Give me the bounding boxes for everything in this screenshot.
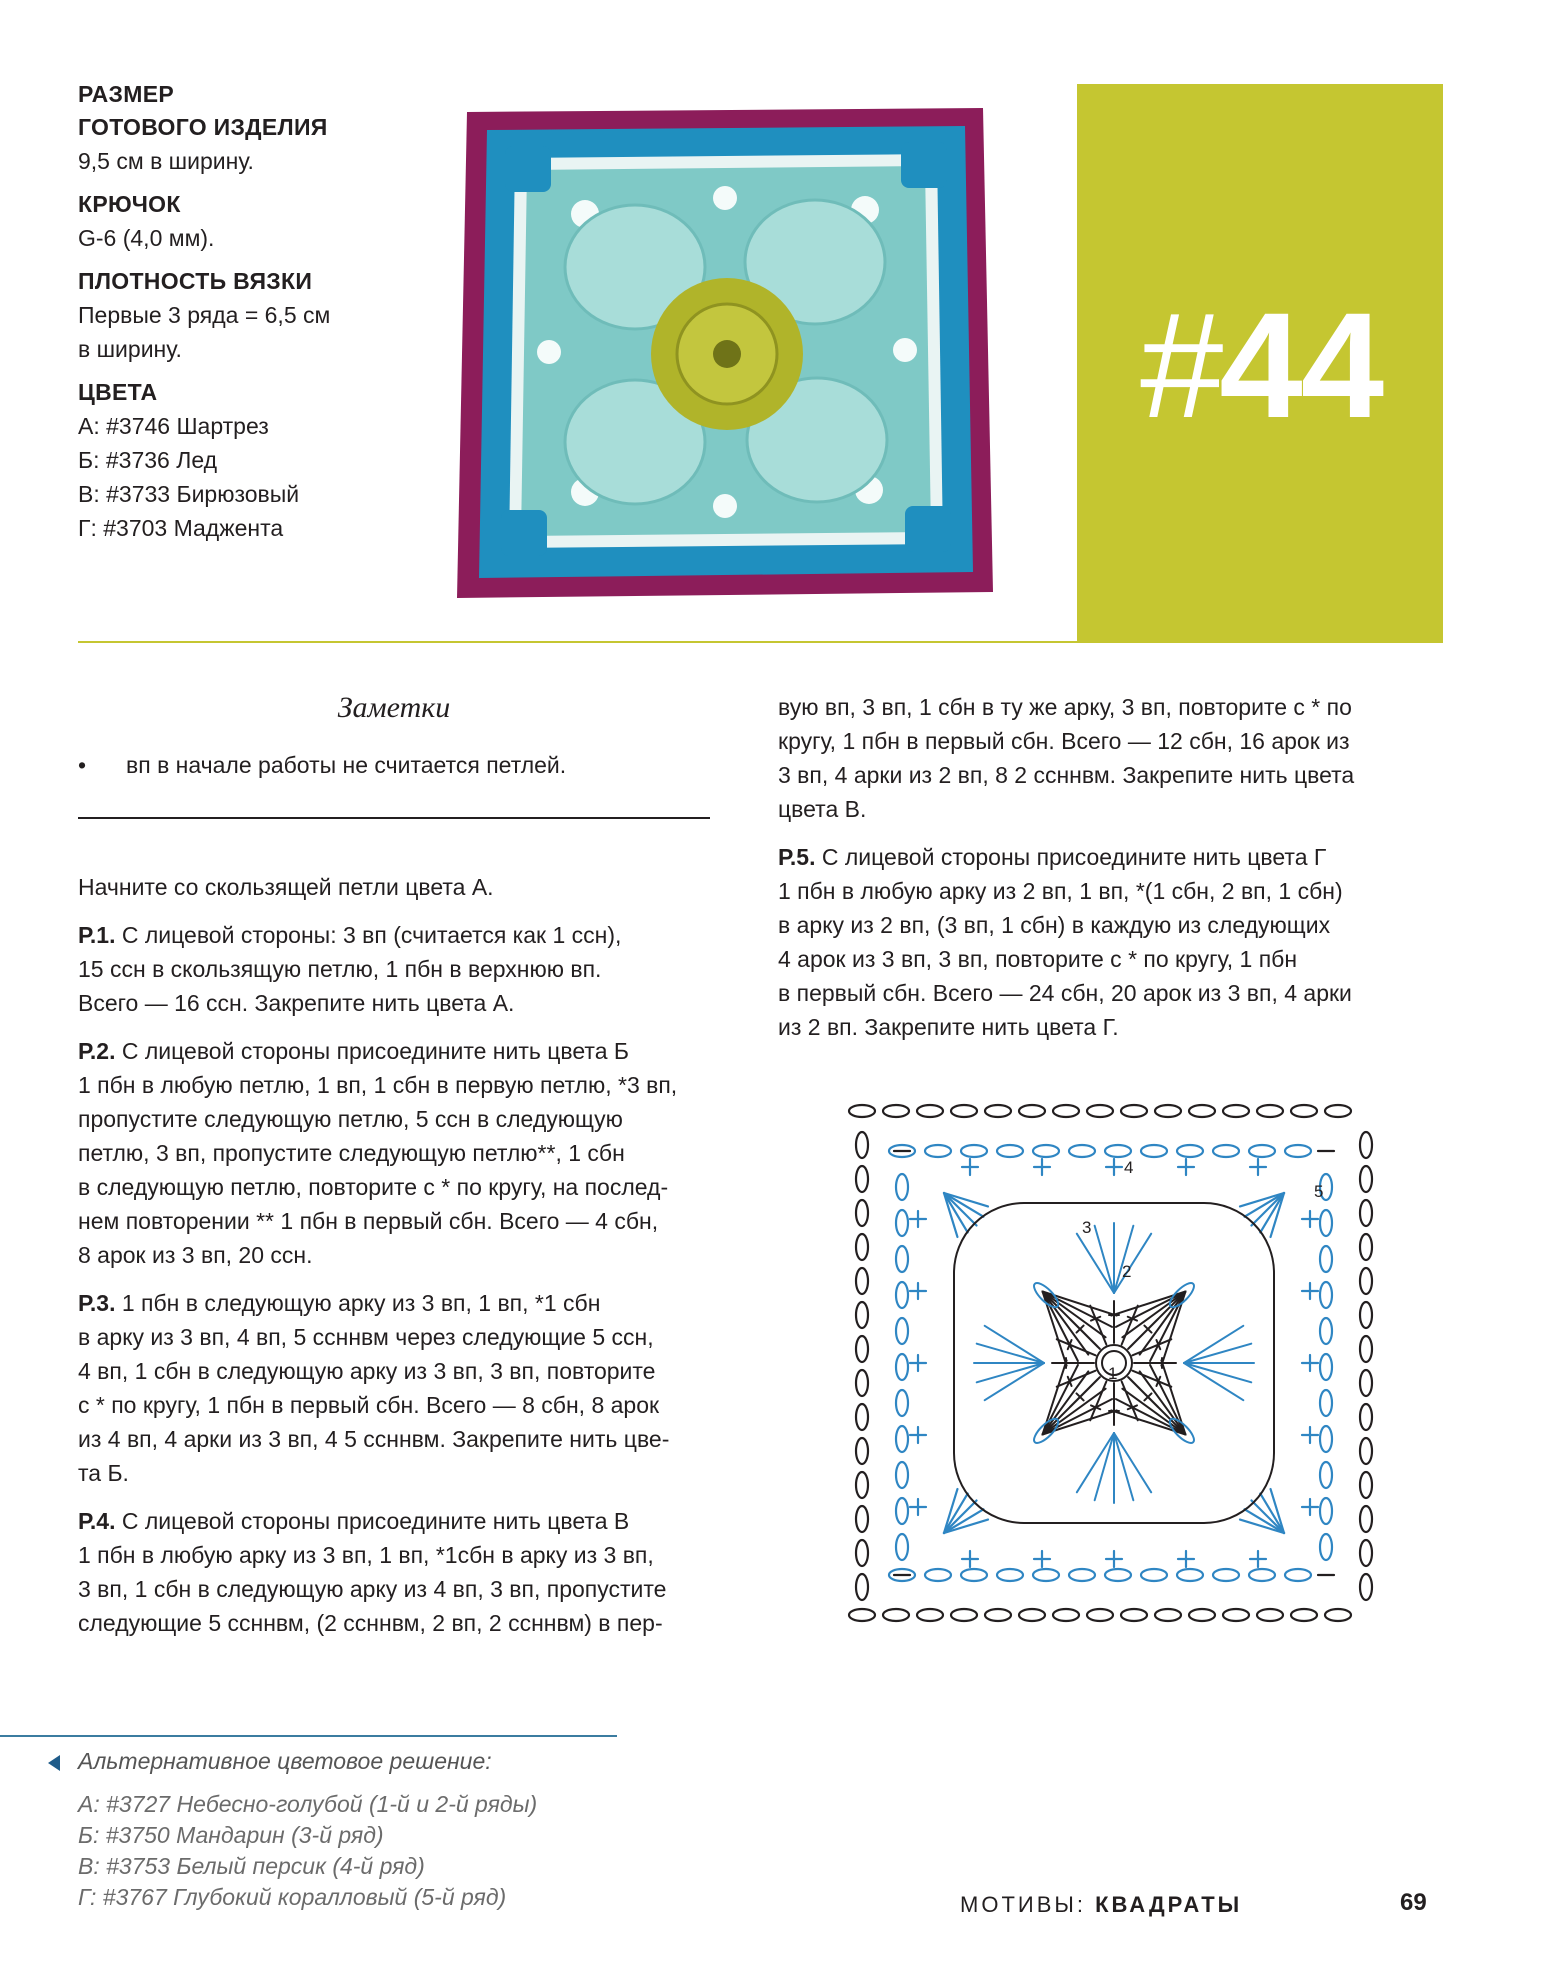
chain-stitch xyxy=(1360,1132,1372,1158)
chain-stitch xyxy=(896,1318,908,1344)
color-item: Г: #3703 Маджента xyxy=(78,515,284,541)
chain-stitch xyxy=(856,1540,868,1566)
double-crochet-symbol xyxy=(1114,1234,1151,1293)
round-4-stitches xyxy=(889,1145,1332,1581)
motif-number-panel xyxy=(1077,84,1443,642)
top-divider xyxy=(78,641,1443,643)
instructions-left-column xyxy=(78,870,738,1654)
chain-stitch xyxy=(1360,1404,1372,1430)
round-1-stitches xyxy=(1052,1301,1176,1425)
double-crochet-symbol xyxy=(985,1363,1044,1400)
chain-stitch xyxy=(896,1426,908,1452)
chain-stitch xyxy=(1121,1609,1147,1621)
chain-stitch xyxy=(1213,1569,1239,1581)
text-line: в арку из 3 вп, 4 вп, 5 ссннвм через следующие 5 ссн, xyxy=(78,1324,654,1350)
chain-stitch xyxy=(1320,1318,1332,1344)
text-span: С лицевой стороны: 3 вп (считается как 1 ссн), xyxy=(115,922,622,948)
chain-stitch xyxy=(1105,1145,1131,1157)
alt-colors-block xyxy=(78,1746,698,1913)
chain-stitch xyxy=(961,1569,987,1581)
text-line: 3 вп, 4 арки из 2 вп, 8 2 ссннвм. Закрепите нить цвета xyxy=(778,762,1355,788)
chain-stitch xyxy=(1360,1370,1372,1396)
chain-stitch xyxy=(856,1370,868,1396)
round-2-stitches xyxy=(974,1223,1254,1503)
chain-stitch xyxy=(1360,1540,1372,1566)
row-5-paragraph xyxy=(778,840,1444,1044)
chain-stitch xyxy=(1249,1569,1275,1581)
chain-stitch xyxy=(1360,1472,1372,1498)
alt-color-item: Б: #3750 Мандарин (3-й ряд) xyxy=(78,1822,384,1848)
chain-stitch xyxy=(856,1268,868,1294)
chain-stitch xyxy=(856,1166,868,1192)
chain-stitch xyxy=(896,1174,908,1200)
double-crochet-symbol xyxy=(1043,1292,1089,1355)
double-crochet-symbol xyxy=(1077,1234,1114,1293)
chain-stitch xyxy=(1320,1246,1332,1272)
double-crochet-symbol xyxy=(1184,1344,1251,1363)
intro-paragraph xyxy=(78,870,738,904)
gauge-value xyxy=(78,298,418,366)
double-crochet-symbol xyxy=(1095,1226,1114,1293)
chain-stitch xyxy=(856,1302,868,1328)
text-line: 1 пбн в любую петлю, 1 вп, 1 сбн в первую петлю, *3 вп, xyxy=(78,1072,678,1098)
double-crochet-symbol xyxy=(1184,1363,1243,1400)
text-line xyxy=(778,840,1444,874)
notes-divider xyxy=(78,817,710,819)
chain-stitch xyxy=(1360,1302,1372,1328)
chain-stitch xyxy=(1223,1609,1249,1621)
chain-stitch xyxy=(1249,1145,1275,1157)
row-label: Р.3. xyxy=(78,1290,116,1316)
chain-stitch xyxy=(1019,1609,1045,1621)
chart-row-labels xyxy=(1082,1158,1323,1383)
chain-stitch xyxy=(856,1506,868,1532)
row-1-paragraph xyxy=(78,918,738,1020)
chain-stitch xyxy=(1285,1145,1311,1157)
chain-stitch xyxy=(1177,1145,1203,1157)
chain-stitch xyxy=(896,1498,908,1524)
chain-stitch xyxy=(896,1462,908,1488)
text-span: С лицевой стороны присоедините нить цвета Б xyxy=(115,1038,629,1064)
double-crochet-symbol xyxy=(1043,1389,1106,1435)
chain-stitch xyxy=(856,1336,868,1362)
chain-stitch xyxy=(1189,1609,1215,1621)
chain-stitch xyxy=(1320,1210,1332,1236)
chain-stitch xyxy=(997,1569,1023,1581)
chain-stitch xyxy=(985,1105,1011,1117)
double-crochet-symbol xyxy=(1077,1433,1114,1492)
text-line: в арку из 2 вп, (3 вп, 1 сбн) в каждую из следующих xyxy=(778,912,1331,938)
text-line: 4 вп, 1 сбн в следующую арку из 3 вп, 3 вп, повторите xyxy=(78,1358,656,1384)
alt-colors-title: Альтернативное цветовое решение: xyxy=(78,1748,492,1774)
hook-heading: КРЮЧОК xyxy=(78,191,181,217)
double-crochet-symbol xyxy=(1043,1292,1106,1338)
specs-block xyxy=(78,78,418,555)
chain-stitch xyxy=(1257,1609,1283,1621)
text-line: из 4 вп, 4 арки из 3 вп, 4 5 ссннвм. Закрепите нить цве- xyxy=(78,1426,670,1452)
chain-stitch xyxy=(896,1210,908,1236)
text-line: 3 вп, 1 сбн в следующую арку из 4 вп, 3 вп, пропустите xyxy=(78,1576,667,1602)
row-3-paragraph xyxy=(78,1286,738,1490)
chain-stitch xyxy=(1360,1574,1372,1600)
chain-stitch xyxy=(1257,1105,1283,1117)
chain-stitch xyxy=(1320,1282,1332,1308)
row-label: Р.4. xyxy=(78,1508,116,1534)
chain-stitch xyxy=(925,1145,951,1157)
chain-stitch xyxy=(1360,1166,1372,1192)
chain-stitch xyxy=(856,1404,868,1430)
gauge-value-line-2: в ширину. xyxy=(78,336,182,362)
chain-stitch xyxy=(1360,1268,1372,1294)
chain-stitch xyxy=(883,1609,909,1621)
chain-stitch xyxy=(1053,1105,1079,1117)
instructions-right-column xyxy=(778,690,1444,1058)
chain-stitch xyxy=(1223,1105,1249,1117)
chain-stitch xyxy=(1360,1506,1372,1532)
double-crochet-symbol xyxy=(1184,1363,1251,1382)
size-value: 9,5 см в ширину. xyxy=(78,148,254,174)
motif-number xyxy=(1077,281,1443,449)
row-label: Р.5. xyxy=(778,844,816,870)
text-line xyxy=(78,1504,738,1538)
color-item: Б: #3736 Лед xyxy=(78,447,218,473)
chain-stitch xyxy=(896,1246,908,1272)
double-crochet-symbol xyxy=(977,1363,1044,1382)
chain-stitch xyxy=(849,1105,875,1117)
chain-stitch xyxy=(1087,1105,1113,1117)
chain-stitch xyxy=(917,1609,943,1621)
text-line: из 2 вп. Закрепите нить цвета Г. xyxy=(778,1014,1119,1040)
size-heading-line-2: ГОТОВОГО ИЗДЕЛИЯ xyxy=(78,114,328,140)
chain-stitch xyxy=(1069,1569,1095,1581)
chart-row-label-2: 2 xyxy=(1122,1262,1132,1281)
chain-stitch xyxy=(1360,1200,1372,1226)
gauge-heading: ПЛОТНОСТЬ ВЯЗКИ xyxy=(78,268,313,294)
chain-stitch xyxy=(961,1145,987,1157)
chain-stitch xyxy=(1360,1438,1372,1464)
double-crochet-symbol xyxy=(1122,1389,1185,1435)
double-crochet-symbol xyxy=(1095,1433,1114,1500)
chain-stitch xyxy=(883,1105,909,1117)
footer-section-title xyxy=(960,1890,1242,1920)
footer-section-light: МОТИВЫ: xyxy=(960,1892,1096,1917)
granny-square-photo xyxy=(445,102,1005,602)
double-crochet-symbol xyxy=(1114,1226,1133,1293)
chain-stitch xyxy=(1019,1105,1045,1117)
double-crochet-symbol xyxy=(1043,1371,1089,1434)
chain-stitch xyxy=(1033,1569,1059,1581)
text-span: 1 пбн в следующую арку из 3 вп, 1 вп, *1 сбн xyxy=(115,1290,601,1316)
chain-stitch xyxy=(1320,1498,1332,1524)
chain-stitch xyxy=(1105,1569,1131,1581)
chain-stitch xyxy=(917,1105,943,1117)
chain-stitch xyxy=(1360,1336,1372,1362)
text-line: цвета В. xyxy=(778,796,867,822)
color-item: А: #3746 Шартрез xyxy=(78,413,269,439)
text-line: в первый сбн. Всего — 24 сбн, 20 арок из 3 вп, 4 арки xyxy=(778,980,1352,1006)
page-number: 69 xyxy=(1400,1889,1427,1916)
chain-stitch xyxy=(856,1472,868,1498)
colors-list xyxy=(78,409,418,545)
row-4-continued-paragraph xyxy=(778,690,1444,826)
footer-section-bold: КВАДРАТЫ xyxy=(1095,1892,1243,1917)
alt-divider xyxy=(0,1735,617,1737)
chart-diagram xyxy=(849,1105,1372,1621)
chart-row-label-5: 5 xyxy=(1314,1182,1324,1201)
chain-stitch xyxy=(1320,1462,1332,1488)
chain-stitch xyxy=(951,1105,977,1117)
chain-stitch xyxy=(1155,1105,1181,1117)
double-crochet-symbol xyxy=(1122,1292,1185,1338)
alt-color-item: А: #3727 Небесно-голубой (1-й и 2-й ряды) xyxy=(78,1791,538,1817)
chain-stitch xyxy=(1141,1145,1167,1157)
alt-color-item: В: #3753 Белый персик (4-й ряд) xyxy=(78,1853,425,1879)
notes-title: Заметки xyxy=(337,691,451,724)
chain-stitch xyxy=(856,1574,868,1600)
double-crochet-symbol xyxy=(1140,1371,1186,1434)
double-crochet-symbol xyxy=(1114,1433,1133,1500)
chart-row-label-4: 4 xyxy=(1124,1158,1134,1177)
text-line: та Б. xyxy=(78,1460,129,1486)
round-5-chains xyxy=(849,1105,1372,1621)
chain-stitch xyxy=(997,1145,1023,1157)
text-line: петлю, 3 вп, пропустите следующую петлю**, 1 сбн xyxy=(78,1140,625,1166)
text-span: С лицевой стороны присоедините нить цвета Г xyxy=(815,844,1327,870)
size-heading xyxy=(78,78,418,144)
chain-stitch xyxy=(1141,1569,1167,1581)
size-heading-line-1: РАЗМЕР xyxy=(78,81,174,107)
text-line: нем повторении ** 1 пбн в первый сбн. Всего — 4 сбн, xyxy=(78,1208,659,1234)
chain-stitch xyxy=(1291,1609,1317,1621)
chain-stitch xyxy=(1325,1105,1351,1117)
text-line: 1 пбн в любую арку из 2 вп, 1 вп, *(1 сбн, 2 вп, 1 сбн) xyxy=(778,878,1343,904)
text-line: 1 пбн в любую арку из 3 вп, 1 вп, *1сбн в арку из 3 вп, xyxy=(78,1542,654,1568)
chain-stitch xyxy=(1320,1534,1332,1560)
color-item: В: #3733 Бирюзовый xyxy=(78,481,300,507)
text-line: 8 арок из 3 вп, 20 ссн. xyxy=(78,1242,313,1268)
chain-stitch xyxy=(985,1609,1011,1621)
hook-value: G-6 (4,0 мм). xyxy=(78,225,215,251)
text-line: в следующую петлю, повторите с * по кругу, на послед- xyxy=(78,1174,669,1200)
text-line xyxy=(78,1034,738,1068)
text-line xyxy=(78,918,738,952)
chain-stitch xyxy=(1033,1145,1059,1157)
chart-row-label-1: 1 xyxy=(1108,1364,1118,1383)
gauge-value-line-1: Первые 3 ряда = 6,5 см xyxy=(78,302,331,328)
row-label: Р.2. xyxy=(78,1038,116,1064)
chain-stitch xyxy=(896,1390,908,1416)
motif-number-hash: # xyxy=(1137,281,1220,449)
square-photo-illustration xyxy=(457,108,993,598)
chain-stitch xyxy=(1053,1609,1079,1621)
text-line: Всего — 16 ссн. Закрепите нить цвета А. xyxy=(78,990,515,1016)
arrow-left-icon xyxy=(48,1755,60,1771)
chain-stitch xyxy=(849,1609,875,1621)
chain-stitch xyxy=(896,1534,908,1560)
chain-stitch xyxy=(1325,1609,1351,1621)
chain-stitch xyxy=(896,1354,908,1380)
chart-row-label-3: 3 xyxy=(1082,1218,1092,1237)
text-line: с * по кругу, 1 пбн в первый сбн. Всего — 8 сбн, 8 арок xyxy=(78,1392,660,1418)
text-line: 4 арок из 3 вп, 3 вп, повторите с * по кругу, 1 пбн xyxy=(778,946,1298,972)
text-line: следующие 5 ссннвм, (2 ссннвм, 2 вп, 2 ссннвм) в пер- xyxy=(78,1610,663,1636)
double-crochet-symbol xyxy=(985,1326,1044,1363)
double-crochet-symbol xyxy=(1114,1433,1151,1492)
chain-stitch xyxy=(856,1132,868,1158)
text-line: пропустите следующую петлю, 5 ссн в следующую xyxy=(78,1106,623,1132)
chain-stitch xyxy=(1291,1105,1317,1117)
text-line: вую вп, 3 вп, 1 сбн в ту же арку, 3 вп, повторите с * по xyxy=(778,694,1352,720)
chain-stitch xyxy=(1320,1426,1332,1452)
row-4-paragraph xyxy=(78,1504,738,1640)
text-line: кругу, 1 пбн в первый сбн. Всего — 12 сбн, 16 арок из xyxy=(778,728,1350,754)
chain-stitch xyxy=(1177,1569,1203,1581)
alt-color-item: Г: #3767 Глубокий коралловый (5-й ряд) xyxy=(78,1884,507,1910)
chain-stitch xyxy=(1189,1105,1215,1117)
chain-stitch xyxy=(1285,1569,1311,1581)
chain-stitch xyxy=(1360,1234,1372,1260)
double-crochet-symbol xyxy=(1140,1292,1186,1355)
double-crochet-symbol xyxy=(1184,1326,1243,1363)
chain-stitch xyxy=(1155,1609,1181,1621)
row-label: Р.1. xyxy=(78,922,116,948)
chain-stitch xyxy=(1320,1390,1332,1416)
chain-stitch xyxy=(1213,1145,1239,1157)
chain-stitch xyxy=(856,1200,868,1226)
chain-stitch xyxy=(1087,1609,1113,1621)
chain-stitch xyxy=(1121,1105,1147,1117)
chain-stitch xyxy=(896,1282,908,1308)
colors-heading: ЦВЕТА xyxy=(78,379,158,405)
bullet-icon: • xyxy=(78,752,87,778)
text-line: Начните со скользящей петли цвета А. xyxy=(78,874,494,900)
notes-item-text: вп в начале работы не считается петлей. xyxy=(126,752,567,778)
motif-number-digits: 44 xyxy=(1219,281,1383,449)
chain-stitch xyxy=(856,1234,868,1260)
chain-stitch xyxy=(1320,1354,1332,1380)
text-line xyxy=(78,1286,738,1320)
chain-stitch xyxy=(856,1438,868,1464)
double-crochet-symbol xyxy=(977,1344,1044,1363)
crochet-chart xyxy=(838,1093,1390,1633)
text-span: С лицевой стороны присоедините нить цвета В xyxy=(115,1508,630,1534)
row-2-paragraph xyxy=(78,1034,738,1272)
text-line: 15 ссн в скользящую петлю, 1 пбн в верхнюю вп. xyxy=(78,956,602,982)
chain-stitch xyxy=(1069,1145,1095,1157)
chain-stitch xyxy=(925,1569,951,1581)
chain-stitch xyxy=(951,1609,977,1621)
